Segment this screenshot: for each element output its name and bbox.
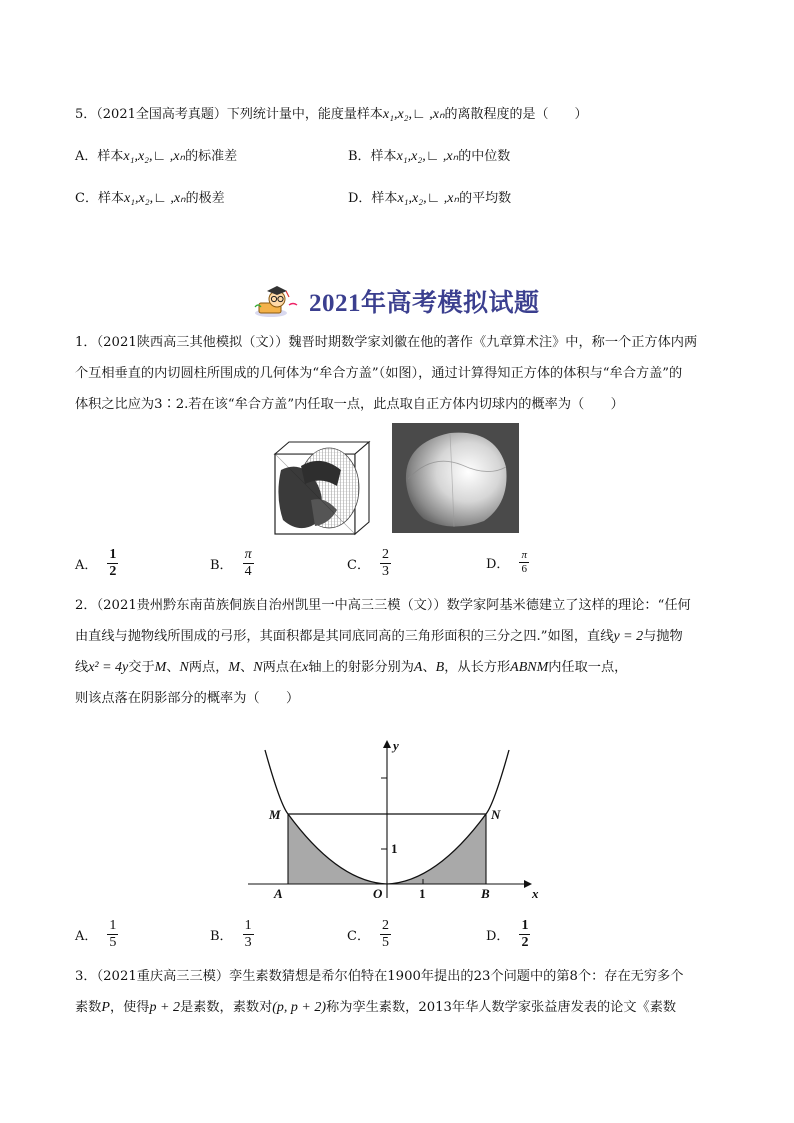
q2-text: 与抛物 (643, 629, 683, 644)
option-label: D．样本 (348, 191, 398, 206)
q3-text: 是素数，素数对 (179, 1000, 273, 1015)
q5-option-d (348, 189, 511, 209)
label-y-tick-one: 1 (391, 841, 398, 856)
label-a: A (274, 886, 283, 900)
option-seq: x₁,x₂,∟ ,xₙ (123, 191, 186, 206)
q3-text: 称为孪生素数，2013年华人数学家张益唐发表的论文《素数 (326, 1000, 677, 1015)
option-label: C． (347, 558, 370, 573)
q5-prefix: 5．（2021全国高考真题）下列统计量中，能度量样本 (75, 107, 383, 122)
option-fraction (107, 547, 118, 580)
fraction-denominator: 2 (521, 935, 529, 950)
math-var: N (253, 660, 263, 675)
label-x-axis: x (532, 886, 539, 900)
fraction-denominator: 5 (109, 935, 117, 950)
option-label: B． (210, 558, 233, 573)
q2-text: 由直线与抛物线所围成的弓形，其面积都是其同底同高的三角形面积的三分之四.”如图，直线 (75, 629, 614, 644)
q2-text: 轴上的射影分别为 (308, 660, 414, 675)
math-var: ABNM (510, 660, 549, 675)
option-fraction (380, 918, 391, 951)
q2-equation-parabola: x² = 4y (88, 660, 129, 675)
option-fraction (243, 547, 254, 580)
option-label: A．样本 (75, 149, 124, 164)
option-fraction (519, 918, 530, 951)
q2-text: 两点， (188, 660, 229, 675)
math-var: N (179, 660, 189, 675)
q2-text: 、 (422, 660, 436, 675)
math-var: A (413, 660, 423, 675)
q1-option-d (486, 549, 529, 576)
q1-line-3: 体积之比应为3∶2.若在该“牟合方盖”内任取一点，此点取自正方体内切球内的概率为（ ） (75, 397, 624, 412)
option-label: B． (210, 929, 233, 944)
fraction-denominator: 3 (381, 564, 389, 579)
fraction-denominator: 4 (244, 564, 252, 579)
q2-equation-line: y = 2 (613, 629, 644, 644)
option-label: D． (486, 929, 510, 944)
fraction-numerator: 2 (381, 547, 389, 562)
q2-option-a (75, 918, 118, 951)
option-tail: 的中位数 (458, 149, 511, 164)
option-fraction (243, 918, 254, 951)
q2-line-4: 则该点落在阴影部分的概率为（ ） (75, 691, 300, 706)
option-fraction (107, 918, 118, 951)
fraction-denominator: 3 (244, 935, 252, 950)
math-var: M (228, 660, 241, 675)
q2-line-1: 2．（2021贵州黔东南苗族侗族自治州凯里一中高三三模（文））数学家阿基米德建立了这样的理论：“任何 (75, 598, 691, 613)
q2-text: 交于 (128, 660, 155, 675)
q2-option-c (347, 918, 391, 951)
label-y-axis: y (393, 738, 399, 753)
label-n: N (491, 807, 501, 822)
fraction-denominator: 5 (381, 935, 389, 950)
q2-text: 、 (240, 660, 254, 675)
q1-option-b (210, 547, 254, 580)
option-label: C． (347, 929, 370, 944)
option-fraction (519, 549, 529, 576)
option-seq: x₁,x₂,∟ ,xₙ (396, 149, 459, 164)
q2-stem (75, 590, 725, 714)
q2-text: 内任取一点， (548, 660, 628, 675)
label-x-tick-one: 1 (419, 886, 426, 900)
option-label: A． (75, 929, 98, 944)
q1-line-1: 1．（2021陕西高三其他模拟（文））魏晋时期数学家刘徽在他的著作《九章算术注》中，称一个正方体内两 (75, 335, 698, 350)
q2-option-d (486, 918, 530, 951)
option-tail: 的极差 (185, 191, 225, 206)
fraction-numerator: 1 (109, 918, 117, 933)
label-b: B (481, 886, 490, 900)
fraction-numerator: 1 (244, 918, 252, 933)
q2-text: ，从长方形 (444, 660, 511, 675)
fraction-denominator: 6 (521, 563, 527, 575)
math-var: M (154, 660, 167, 675)
option-label: A． (75, 558, 98, 573)
q3-text: 素数 (75, 1000, 102, 1015)
q3-line-2 (75, 992, 725, 1023)
math-var: B (435, 660, 445, 675)
q2-option-b (210, 918, 254, 951)
option-tail: 的标准差 (185, 149, 238, 164)
option-seq: x₁,x₂,∟ ,xₙ (123, 149, 186, 164)
q1-option-a (75, 547, 118, 580)
parabola-graph (240, 738, 550, 900)
graduate-mascot-icon (253, 283, 299, 319)
fraction-numerator: 1 (109, 547, 117, 562)
q2-text: 两点在 (262, 660, 303, 675)
label-m: M (269, 807, 281, 822)
q5-option-a (75, 147, 237, 167)
q5-option-c (75, 189, 225, 209)
fraction-numerator: π (244, 547, 252, 562)
q1-stem (75, 327, 725, 420)
math-expression: (p, p + 2) (272, 1000, 327, 1015)
q1-line-2: 个互相垂直的内切圆柱所围成的几何体为“牟合方盖”（如图），通过计算得知正方体的体积与“牟合方盖”的 (75, 366, 683, 381)
section-title: 2021年高考模拟试题 (309, 290, 540, 317)
math-expression: p + 2 (149, 1000, 180, 1015)
option-label: D． (486, 557, 510, 572)
q1-option-c (347, 547, 391, 580)
q5-seq: x₁,x₂,∟ ,xₙ (382, 107, 445, 122)
label-origin: O (373, 886, 383, 900)
q2-text: 线 (75, 660, 89, 675)
math-var: x (302, 660, 309, 675)
option-fraction (380, 547, 391, 580)
q2-line-2 (75, 621, 725, 652)
q2-line-3 (75, 652, 725, 683)
q2-text: 、 (166, 660, 180, 675)
option-label: B．样本 (348, 149, 397, 164)
q5-stem (75, 105, 588, 125)
fraction-numerator: 2 (381, 918, 389, 933)
option-seq: x₁,x₂,∟ ,xₙ (397, 191, 460, 206)
fraction-numerator: π (521, 549, 527, 561)
mouhefanggai-solid-photo (392, 423, 519, 533)
section-header (253, 283, 540, 319)
fraction-denominator: 2 (109, 564, 117, 579)
q5-option-b (348, 147, 510, 167)
option-tail: 的平均数 (459, 191, 512, 206)
q3-stem (75, 961, 725, 1023)
q5-suffix: 的离散程度的是（ ） (444, 107, 588, 122)
math-var: P (101, 1000, 110, 1015)
cube-bicylinder-figure (271, 440, 371, 536)
q3-text: ，使得 (109, 1000, 150, 1015)
q3-line-1: 3．（2021重庆高三三模）孪生素数猜想是希尔伯特在1900年提出的23个问题中的第8个：存在无穷多个 (75, 969, 684, 984)
fraction-numerator: 1 (521, 918, 529, 933)
option-label: C．样本 (75, 191, 124, 206)
